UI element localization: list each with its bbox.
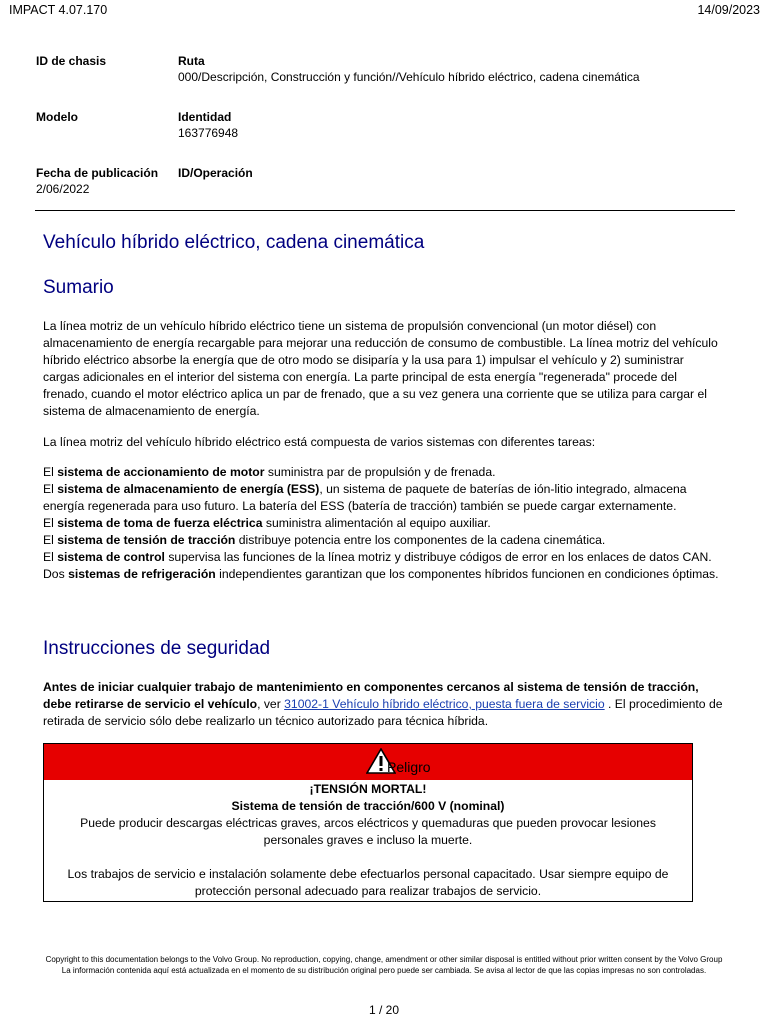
model-block [36, 109, 78, 125]
system-item: El sistema de toma de fuerza eléctrica suministra alimentación al equipo auxiliar. [43, 516, 491, 530]
summary-paragraph: La línea motriz de un vehículo híbrido eléctrico tiene un sistema de propulsión convencional (un motor diésel) con almacenamiento de energía recargable para mejorar una reducción de consumo de combustible. La línea motriz del vehículo híbrido eléctrico absorbe la energía que de otro modo se disiparía y la usa para 1) impulsar el vehículo y 2) suministrar cargas adicionales en el interior del sistema con energía. La parte principal de esta energía "regenerada" procede del frenado, cuando el motor eléctrico aplica un par de frenado, que a su vez genera una corriente que se utiliza para cargar el sistema de almacenamiento de energía. [43, 319, 718, 418]
danger-text-1: Puede producir descargas eléctricas graves, arcos eléctricos y quemaduras que pueden provocar lesiones personales graves e incluso la muerte. [80, 816, 656, 847]
operation-block [178, 165, 253, 181]
app-version: IMPACT 4.07.170 [9, 3, 108, 17]
identity-block [178, 109, 238, 141]
danger-box [43, 743, 693, 902]
summary-heading: Sumario [43, 277, 114, 298]
operation-label: ID/Operación [178, 166, 253, 180]
safety-paragraph: Antes de iniciar cualquier trabajo de mantenimiento en componentes cercanos al sistema de tensión de tracción, debe retirarse de servicio el vehículo, ver 31002-1 Vehículo híbrido eléctrico, puesta fuera de servicio . El procedimiento de retirada de servicio sólo debe realizarlo un técnico autorizado para técnica híbrida. [43, 680, 723, 728]
safety-heading: Instrucciones de seguridad [43, 638, 271, 659]
safety-warning-text: Antes de iniciar cualquier trabajo de mantenimiento en componentes cercanos al sistema de tensión de tracción, debe retirarse de servicio el vehículo [43, 680, 699, 711]
copyright-text: Copyright to this documentation belongs to the Volvo Group. No reproduction, copying, change, amendment or other similar disposal is entitled without prior written consent by the Volvo Group [45, 955, 723, 964]
chassis-label: ID de chasis [36, 54, 107, 68]
danger-title: ¡TENSIÓN MORTAL! [309, 782, 427, 796]
identity-label: Identidad [178, 110, 232, 124]
route-value: 000/Descripción, Construcción y función//Vehículo híbrido eléctrico, cadena cinemática [178, 70, 640, 84]
decommission-link[interactable]: 31002-1 Vehículo híbrido eléctrico, puesta fuera de servicio [284, 697, 605, 711]
system-item: Dos sistemas de refrigeración independientes garantizan que los componentes híbridos funcionen en condiciones óptimas. [43, 567, 719, 581]
distribution-notice: La información contenida aquí está actualizada en el momento de su distribución original pero puede ser cambiada. Se avisa al lector de que las copias impresas no son controladas. [61, 965, 707, 975]
summary-intro: La línea motriz del vehículo híbrido eléctrico está compuesta de varios sistemas con diferentes tareas: [43, 435, 596, 449]
page-number: 1 / 20 [368, 1003, 400, 1017]
system-item: El sistema de accionamiento de motor suministra par de propulsión y de frenada. [43, 465, 496, 479]
identity-value: 163776948 [178, 126, 239, 140]
route-block [178, 53, 640, 85]
route-label: Ruta [178, 54, 205, 68]
system-item: El sistema de control supervisa las funciones de la línea motriz y distribuye códigos de error en los enlaces de datos CAN. [43, 550, 712, 564]
system-item: El sistema de almacenamiento de energía (ESS), un sistema de paquete de baterías de ión-litio integrado, almacena energía regenerada para uso futuro. La batería del ESS (batería de tracción) también se puede cargar externamente. [43, 482, 687, 513]
danger-text-2: Los trabajos de servicio e instalación solamente debe efectuarlos personal capacitado. Usar siempre equipo de protección personal adecuado para realizar trabajos de servicio. [67, 867, 669, 898]
danger-label: Peligro [387, 759, 431, 775]
danger-subtitle: Sistema de tensión de tracción/600 V (nominal) [231, 799, 505, 813]
header-divider [35, 210, 735, 211]
chassis-block [36, 53, 106, 69]
pubdate-block [36, 165, 158, 197]
danger-header [44, 744, 692, 780]
pubdate-value: 2/06/2022 [36, 182, 90, 196]
model-label: Modelo [36, 110, 78, 124]
print-date: 14/09/2023 [697, 3, 760, 17]
footer-notice [20, 955, 748, 976]
pubdate-label: Fecha de publicación [36, 166, 159, 180]
systems-list [43, 464, 723, 583]
danger-body [44, 780, 692, 900]
system-item: El sistema de tensión de tracción distribuye potencia entre los componentes de la cadena cinemática. [43, 533, 606, 547]
document-title: Vehículo híbrido eléctrico, cadena cinemática [43, 232, 425, 253]
